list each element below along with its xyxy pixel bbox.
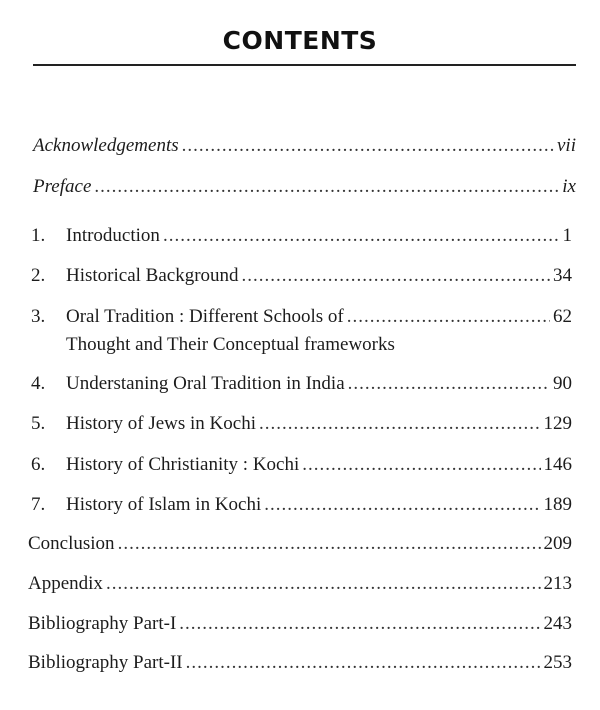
toc-entry-page: 209 [543, 533, 572, 554]
toc-entry-title: Conclusion [28, 533, 115, 554]
toc-entry-page: 243 [543, 613, 572, 634]
chapter-number: 4. [31, 373, 46, 394]
toc-entry-chapter-7[interactable] [31, 494, 572, 516]
chapter-number: 7. [31, 494, 46, 515]
toc-entry-bibliography-part-1[interactable] [28, 613, 572, 635]
chapter-number: 3. [31, 306, 46, 327]
toc-entry-title: History of Christianity : Kochi [66, 454, 300, 475]
toc-entry-chapter-4[interactable] [31, 373, 572, 395]
dot-leader [118, 533, 541, 555]
toc-entry-preface[interactable] [33, 176, 576, 198]
toc-entry-conclusion[interactable] [28, 533, 572, 555]
chapter-number: 2. [31, 265, 46, 286]
toc-entry-chapter-6[interactable] [31, 454, 572, 476]
chapter-number: 5. [31, 413, 46, 434]
toc-entry-bibliography-part-2[interactable] [28, 652, 572, 674]
toc-entry-title: Appendix [28, 573, 103, 594]
toc-entry-chapter-1[interactable] [31, 225, 572, 247]
toc-entry-title: Acknowledgements [33, 135, 179, 156]
dot-leader [347, 306, 550, 328]
toc-entry-page: 253 [543, 652, 572, 673]
toc-entry-page: ix [562, 176, 576, 197]
toc-entry-chapter-3[interactable] [31, 306, 572, 328]
toc-entry-acknowledgements[interactable] [33, 135, 576, 157]
toc-entry-title: Historical Background [66, 265, 239, 286]
toc-entry-title: Preface [33, 176, 92, 197]
dot-leader [94, 176, 559, 198]
toc-entry-page: vii [557, 135, 576, 156]
title-underline [33, 64, 576, 66]
toc-entry-page: 62 [553, 306, 572, 327]
toc-entry-page: 34 [553, 265, 572, 286]
toc-entry-page: 129 [543, 413, 572, 434]
toc-entry-title: Bibliography Part-II [28, 652, 183, 673]
toc-entry-title: Understaning Oral Tradition in India [66, 373, 345, 394]
toc-entry-title-continuation: Thought and Their Conceptual frameworks [66, 334, 395, 355]
toc-entry-title: Bibliography Part-I [28, 613, 177, 634]
dot-leader [163, 225, 560, 247]
dot-leader [348, 373, 550, 395]
toc-entry-page: 146 [543, 454, 572, 475]
chapter-number: 6. [31, 454, 46, 475]
toc-entry-chapter-2[interactable] [31, 265, 572, 287]
toc-entry-title: History of Islam in Kochi [66, 494, 262, 515]
toc-entry-page: 213 [543, 573, 572, 594]
toc-entry-title: Oral Tradition : Different Schools of [66, 306, 344, 327]
toc-entry-page: 189 [543, 494, 572, 515]
dot-leader [186, 652, 541, 674]
dot-leader [106, 573, 541, 595]
dot-leader [259, 413, 541, 435]
toc-entry-page: 90 [553, 373, 572, 394]
toc-entry-page: 1 [562, 225, 572, 246]
dot-leader [242, 265, 550, 287]
dot-leader [302, 454, 540, 476]
toc-entry-title: Introduction [66, 225, 160, 246]
page-title: CONTENTS [222, 26, 378, 55]
dot-leader [182, 135, 554, 157]
dot-leader [264, 494, 540, 516]
toc-entry-title: History of Jews in Kochi [66, 413, 256, 434]
toc-entry-chapter-5[interactable] [31, 413, 572, 435]
dot-leader [179, 613, 540, 635]
chapter-number: 1. [31, 225, 46, 246]
toc-entry-appendix[interactable] [28, 573, 572, 595]
